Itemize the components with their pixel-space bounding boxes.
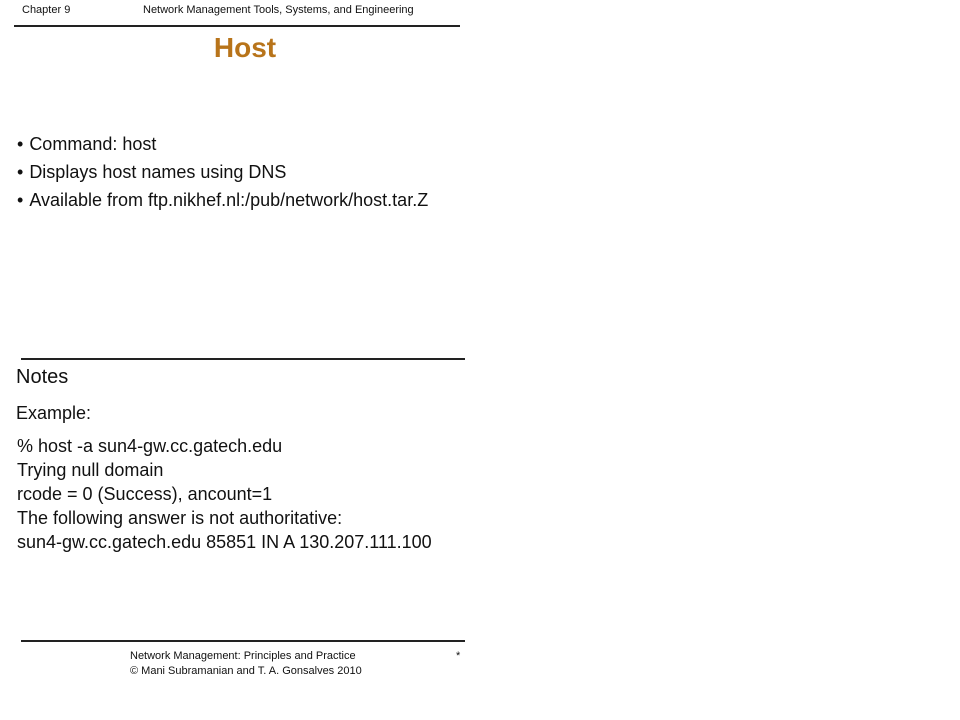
output-line: Trying null domain [17,460,164,480]
page-marker: * [456,650,461,662]
example-output [17,434,432,554]
bullet-list [17,130,428,214]
chapter-label: Chapter 9 [22,4,71,16]
bullet-item: • Available from ftp.nikhef.nl:/pub/network/host.tar.Z [17,186,428,214]
header-divider [14,25,460,27]
bullet-item: • Command: host [17,130,428,158]
output-line: % host -a sun4-gw.cc.gatech.edu [17,436,283,456]
output-line: The following answer is not authoritative: [17,508,343,528]
output-line: sun4-gw.cc.gatech.edu 85851 IN A 130.207.111.100 [17,532,432,552]
book-title: Network Management Tools, Systems, and Engineering [143,4,414,16]
footer-copyright: © Mani Subramanian and T. A. Gonsalves 2010 [130,665,362,677]
output-line: rcode = 0 (Success), ancount=1 [17,484,273,504]
example-label: Example: [16,403,92,423]
slide-title: Host [213,32,277,63]
bullet-item: • Displays host names using DNS [17,158,428,186]
notes-divider [21,358,465,360]
footer-book-title: Network Management: Principles and Practice [130,650,356,662]
footer-divider [21,640,465,642]
notes-heading: Notes [16,366,69,388]
